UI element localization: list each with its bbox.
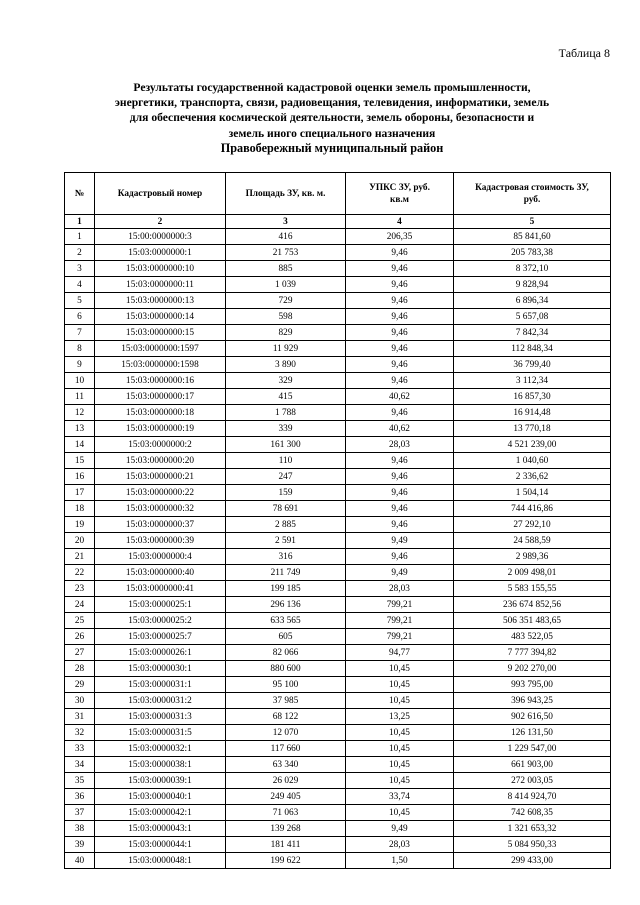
table-row (65, 805, 611, 821)
cadastral-number: 15:03:0000000:4 (95, 549, 226, 565)
col-index: 3 (226, 215, 346, 229)
cadastral-value: 236 674 852,56 (454, 597, 611, 613)
table-row (65, 533, 611, 549)
cadastral-value: 16 914,48 (454, 405, 611, 421)
cadastral-value: 1 504,14 (454, 485, 611, 501)
cadastral-value: 5 657,08 (454, 309, 611, 325)
table-row (65, 613, 611, 629)
title-line: Результаты государственной кадастровой оценки земель промышленности, (133, 81, 531, 94)
upks-value: 9,46 (346, 277, 454, 293)
area-value: 110 (226, 453, 346, 469)
area-value: 211 749 (226, 565, 346, 581)
cadastral-value: 483 522,05 (454, 629, 611, 645)
area-value: 26 029 (226, 773, 346, 789)
row-number: 32 (65, 725, 95, 741)
row-number: 7 (65, 325, 95, 341)
upks-value: 9,46 (346, 309, 454, 325)
upks-value: 9,46 (346, 405, 454, 421)
row-number: 21 (65, 549, 95, 565)
table-row (65, 581, 611, 597)
cadastral-number: 15:03:0000031:3 (95, 709, 226, 725)
cadastral-number: 15:03:0000000:18 (95, 405, 226, 421)
row-number: 20 (65, 533, 95, 549)
table-row (65, 277, 611, 293)
table-row (65, 245, 611, 261)
cadastral-value: 112 848,34 (454, 341, 611, 357)
cadastral-value: 9 202 270,00 (454, 661, 611, 677)
cadastral-number: 15:03:0000031:2 (95, 693, 226, 709)
upks-value: 9,46 (346, 549, 454, 565)
cadastral-value: 396 943,25 (454, 693, 611, 709)
upks-value: 10,45 (346, 725, 454, 741)
cadastral-value: 1 040,60 (454, 453, 611, 469)
cadastral-value: 5 084 950,33 (454, 837, 611, 853)
area-value: 63 340 (226, 757, 346, 773)
table-row (65, 485, 611, 501)
area-value: 2 591 (226, 533, 346, 549)
cadastral-number: 15:03:0000040:1 (95, 789, 226, 805)
cadastral-value: 8 372,10 (454, 261, 611, 277)
area-value: 139 268 (226, 821, 346, 837)
cadastral-value: 24 588,59 (454, 533, 611, 549)
cadastral-number: 15:03:0000000:15 (95, 325, 226, 341)
cadastral-value: 2 336,62 (454, 469, 611, 485)
cadastral-value: 13 770,18 (454, 421, 611, 437)
table-row (65, 709, 611, 725)
cadastral-number: 15:03:0000025:7 (95, 629, 226, 645)
area-value: 339 (226, 421, 346, 437)
row-number: 36 (65, 789, 95, 805)
upks-value: 9,46 (346, 517, 454, 533)
table-body (65, 229, 611, 869)
table-row (65, 677, 611, 693)
table-row (65, 309, 611, 325)
table-row (65, 517, 611, 533)
row-number: 3 (65, 261, 95, 277)
upks-value: 28,03 (346, 837, 454, 853)
upks-value: 9,46 (346, 453, 454, 469)
cadastral-value: 4 521 239,00 (454, 437, 611, 453)
row-number: 18 (65, 501, 95, 517)
area-value: 117 660 (226, 741, 346, 757)
upks-value: 94,77 (346, 645, 454, 661)
area-value: 199 622 (226, 853, 346, 869)
table-row (65, 645, 611, 661)
cadastral-number: 15:03:0000000:41 (95, 581, 226, 597)
row-number: 17 (65, 485, 95, 501)
row-number: 38 (65, 821, 95, 837)
cadastral-value: 902 616,50 (454, 709, 611, 725)
row-number: 1 (65, 229, 95, 245)
cadastral-value: 272 003,05 (454, 773, 611, 789)
col-header-cadastral-value: Кадастровая стоимость ЗУ, руб. (454, 173, 611, 215)
upks-value: 10,45 (346, 773, 454, 789)
document-title (58, 80, 606, 156)
cadastral-value: 6 896,34 (454, 293, 611, 309)
cadastral-number: 15:03:0000000:14 (95, 309, 226, 325)
row-number: 4 (65, 277, 95, 293)
upks-value: 206,35 (346, 229, 454, 245)
area-value: 415 (226, 389, 346, 405)
upks-value: 33,74 (346, 789, 454, 805)
table-row (65, 325, 611, 341)
cadastral-number: 15:03:0000044:1 (95, 837, 226, 853)
cadastral-number: 15:03:0000042:1 (95, 805, 226, 821)
upks-value: 9,46 (346, 469, 454, 485)
upks-value: 9,46 (346, 245, 454, 261)
table-row (65, 773, 611, 789)
area-value: 1 039 (226, 277, 346, 293)
upks-value: 10,45 (346, 693, 454, 709)
col-header-cadastral-number: Кадастровый номер (95, 173, 226, 215)
upks-value: 9,46 (346, 485, 454, 501)
row-number: 12 (65, 405, 95, 421)
area-value: 199 185 (226, 581, 346, 597)
upks-value: 799,21 (346, 597, 454, 613)
cadastral-value: 742 608,35 (454, 805, 611, 821)
cadastral-value: 9 828,94 (454, 277, 611, 293)
cadastral-number: 15:03:0000000:40 (95, 565, 226, 581)
upks-value: 799,21 (346, 629, 454, 645)
col-index: 4 (346, 215, 454, 229)
table-label: Таблица 8 (558, 46, 610, 60)
area-value: 1 788 (226, 405, 346, 421)
title-line: энергетики, транспорта, связи, радиовещания, телевидения, информатики, земель (114, 96, 550, 110)
cadastral-number: 15:03:0000000:16 (95, 373, 226, 389)
table-row (65, 421, 611, 437)
table-row (65, 597, 611, 613)
cadastral-number: 15:03:0000025:2 (95, 613, 226, 629)
row-number: 31 (65, 709, 95, 725)
table-row (65, 853, 611, 869)
area-value: 249 405 (226, 789, 346, 805)
cadastral-number: 15:03:0000026:1 (95, 645, 226, 661)
area-value: 885 (226, 261, 346, 277)
row-number: 11 (65, 389, 95, 405)
row-number: 39 (65, 837, 95, 853)
table-row (65, 629, 611, 645)
row-number: 6 (65, 309, 95, 325)
cadastral-number: 15:03:0000000:1 (95, 245, 226, 261)
cadastral-value: 85 841,60 (454, 229, 611, 245)
row-number: 22 (65, 565, 95, 581)
area-value: 82 066 (226, 645, 346, 661)
area-value: 161 300 (226, 437, 346, 453)
row-number: 16 (65, 469, 95, 485)
cadastral-number: 15:03:0000038:1 (95, 757, 226, 773)
title-line: земель иного специального назначения (228, 126, 436, 140)
upks-value: 40,62 (346, 421, 454, 437)
upks-value: 1,50 (346, 853, 454, 869)
area-value: 11 929 (226, 341, 346, 357)
table-row (65, 741, 611, 757)
table-row (65, 693, 611, 709)
row-number: 37 (65, 805, 95, 821)
table-row (65, 725, 611, 741)
table-row (65, 565, 611, 581)
area-value: 68 122 (226, 709, 346, 725)
upks-value: 9,46 (346, 501, 454, 517)
upks-value: 9,46 (346, 373, 454, 389)
table-row (65, 821, 611, 837)
col-header-upks: УПКС ЗУ, руб. кв.м (346, 173, 454, 215)
cadastral-value: 2 009 498,01 (454, 565, 611, 581)
area-value: 296 136 (226, 597, 346, 613)
cadastral-value: 205 783,38 (454, 245, 611, 261)
row-number: 5 (65, 293, 95, 309)
cadastral-value: 36 799,40 (454, 357, 611, 373)
row-number: 28 (65, 661, 95, 677)
col-index: 2 (95, 215, 226, 229)
cadastral-number: 15:03:0000000:1598 (95, 357, 226, 373)
cadastral-number: 15:03:0000000:21 (95, 469, 226, 485)
row-number: 25 (65, 613, 95, 629)
table-row (65, 405, 611, 421)
area-value: 880 600 (226, 661, 346, 677)
cadastral-number: 15:03:0000043:1 (95, 821, 226, 837)
cadastral-number: 15:03:0000030:1 (95, 661, 226, 677)
area-value: 37 985 (226, 693, 346, 709)
upks-value: 9,46 (346, 357, 454, 373)
cadastral-value: 506 351 483,65 (454, 613, 611, 629)
upks-value: 28,03 (346, 437, 454, 453)
col-header-area: Площадь ЗУ, кв. м. (226, 173, 346, 215)
row-number: 33 (65, 741, 95, 757)
table-row (65, 341, 611, 357)
cadastral-number: 15:03:0000000:17 (95, 389, 226, 405)
subtitle: Правобережный муниципальный район (220, 140, 444, 155)
row-number: 24 (65, 597, 95, 613)
area-value: 2 885 (226, 517, 346, 533)
upks-value: 10,45 (346, 757, 454, 773)
table-row (65, 549, 611, 565)
row-number: 23 (65, 581, 95, 597)
cadastral-number: 15:00:0000000:3 (95, 229, 226, 245)
area-value: 633 565 (226, 613, 346, 629)
row-number: 35 (65, 773, 95, 789)
cadastral-value: 126 131,50 (454, 725, 611, 741)
col-header-number: № (65, 173, 95, 215)
upks-value: 10,45 (346, 741, 454, 757)
cadastral-value: 1 229 547,00 (454, 741, 611, 757)
upks-value: 10,45 (346, 805, 454, 821)
area-value: 21 753 (226, 245, 346, 261)
title-line: для обеспечения космической деятельности, земель обороны, безопасности и (129, 111, 535, 125)
cadastral-number: 15:03:0000000:20 (95, 453, 226, 469)
cadastral-number: 15:03:0000000:22 (95, 485, 226, 501)
cadastral-number: 15:03:0000000:32 (95, 501, 226, 517)
upks-value: 28,03 (346, 581, 454, 597)
row-number: 9 (65, 357, 95, 373)
cadastral-value: 7 777 394,82 (454, 645, 611, 661)
cadastral-value: 744 416,86 (454, 501, 611, 517)
cadastral-number: 15:03:0000000:10 (95, 261, 226, 277)
upks-value: 9,49 (346, 565, 454, 581)
header-row (65, 173, 611, 215)
row-number: 29 (65, 677, 95, 693)
table-row (65, 389, 611, 405)
cadastral-value: 661 903,00 (454, 757, 611, 773)
cadastral-number: 15:03:0000000:13 (95, 293, 226, 309)
column-index-row (65, 215, 611, 229)
cadastral-number: 15:03:0000000:2 (95, 437, 226, 453)
area-value: 71 063 (226, 805, 346, 821)
cadastral-number: 15:03:0000031:1 (95, 677, 226, 693)
table-row (65, 293, 611, 309)
upks-value: 9,46 (346, 341, 454, 357)
table-row (65, 453, 611, 469)
area-value: 247 (226, 469, 346, 485)
cadastral-value: 993 795,00 (454, 677, 611, 693)
area-value: 159 (226, 485, 346, 501)
upks-value: 9,46 (346, 261, 454, 277)
row-number: 30 (65, 693, 95, 709)
table-row (65, 757, 611, 773)
table-row (65, 789, 611, 805)
row-number: 27 (65, 645, 95, 661)
upks-value: 9,49 (346, 821, 454, 837)
area-value: 329 (226, 373, 346, 389)
table-row (65, 661, 611, 677)
area-value: 316 (226, 549, 346, 565)
table-row (65, 229, 611, 245)
upks-value: 10,45 (346, 677, 454, 693)
col-index: 5 (454, 215, 611, 229)
area-value: 416 (226, 229, 346, 245)
row-number: 14 (65, 437, 95, 453)
cadastral-number: 15:03:0000048:1 (95, 853, 226, 869)
cadastral-value: 16 857,30 (454, 389, 611, 405)
cadastral-value: 299 433,00 (454, 853, 611, 869)
cadastral-number: 15:03:0000000:19 (95, 421, 226, 437)
upks-value: 40,62 (346, 389, 454, 405)
area-value: 729 (226, 293, 346, 309)
cadastral-value: 27 292,10 (454, 517, 611, 533)
col-index: 1 (65, 215, 95, 229)
cadastral-value: 8 414 924,70 (454, 789, 611, 805)
cadastral-value: 1 321 653,32 (454, 821, 611, 837)
cadastral-number: 15:03:0000000:37 (95, 517, 226, 533)
cadastral-number: 15:03:0000000:1597 (95, 341, 226, 357)
cadastral-table (64, 172, 611, 869)
cadastral-number: 15:03:0000000:11 (95, 277, 226, 293)
row-number: 40 (65, 853, 95, 869)
table-row (65, 437, 611, 453)
area-value: 829 (226, 325, 346, 341)
upks-value: 10,45 (346, 661, 454, 677)
upks-value: 9,46 (346, 325, 454, 341)
cadastral-value: 5 583 155,55 (454, 581, 611, 597)
row-number: 15 (65, 453, 95, 469)
row-number: 26 (65, 629, 95, 645)
cadastral-number: 15:03:0000032:1 (95, 741, 226, 757)
row-number: 8 (65, 341, 95, 357)
table-row (65, 373, 611, 389)
area-value: 78 691 (226, 501, 346, 517)
area-value: 3 890 (226, 357, 346, 373)
row-number: 10 (65, 373, 95, 389)
table-row (65, 469, 611, 485)
table-row (65, 261, 611, 277)
area-value: 95 100 (226, 677, 346, 693)
upks-value: 9,49 (346, 533, 454, 549)
table-row (65, 837, 611, 853)
area-value: 598 (226, 309, 346, 325)
table-row (65, 357, 611, 373)
area-value: 181 411 (226, 837, 346, 853)
cadastral-value: 2 989,36 (454, 549, 611, 565)
row-number: 13 (65, 421, 95, 437)
row-number: 2 (65, 245, 95, 261)
area-value: 605 (226, 629, 346, 645)
upks-value: 799,21 (346, 613, 454, 629)
area-value: 12 070 (226, 725, 346, 741)
row-number: 34 (65, 757, 95, 773)
cadastral-value: 3 112,34 (454, 373, 611, 389)
row-number: 19 (65, 517, 95, 533)
upks-value: 9,46 (346, 293, 454, 309)
cadastral-number: 15:03:0000000:39 (95, 533, 226, 549)
cadastral-value: 7 842,34 (454, 325, 611, 341)
cadastral-number: 15:03:0000025:1 (95, 597, 226, 613)
cadastral-number: 15:03:0000039:1 (95, 773, 226, 789)
upks-value: 13,25 (346, 709, 454, 725)
cadastral-number: 15:03:0000031:5 (95, 725, 226, 741)
table-row (65, 501, 611, 517)
